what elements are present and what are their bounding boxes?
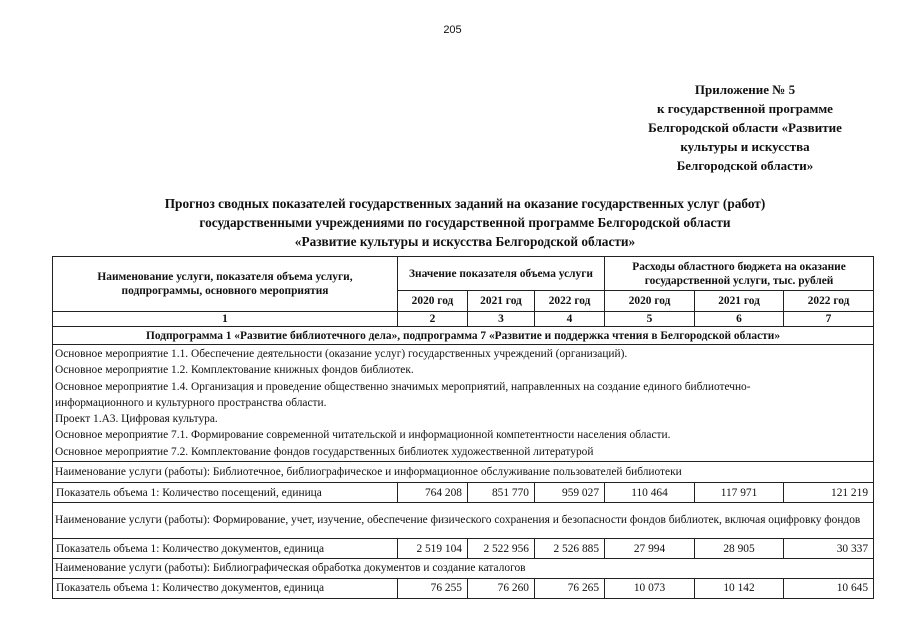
appendix-line: Белгородской области «Развитие: [648, 120, 842, 135]
measure-line: Основное мероприятие 1.1. Обеспечение деятельности (оказание услуг) государственных учреждений (организаций).: [55, 348, 628, 360]
value-cell: 76 260: [468, 578, 535, 598]
year-header: 2022 год: [784, 291, 874, 312]
budget-cell: 27 994: [605, 539, 695, 559]
value-cell: 76 265: [535, 578, 605, 598]
budget-cell: 10 073: [605, 578, 695, 598]
budget-cell: 28 905: [695, 539, 784, 559]
appendix-block: [600, 80, 890, 175]
column-number: 1: [53, 312, 398, 327]
value-cell: 2 522 956: [468, 539, 535, 559]
year-header: 2021 год: [695, 291, 784, 312]
service-name-row: Наименование услуги (работы): Библиографическая обработка документов и создание каталогов: [53, 559, 874, 579]
budget-cell: 110 464: [605, 483, 695, 503]
measure-line: информационного и культурного пространства области.: [55, 396, 327, 409]
appendix-line: Белгородской области»: [676, 158, 814, 173]
header-value: Значение показателя объема услуги: [398, 257, 605, 291]
column-number: 3: [468, 312, 535, 327]
title-line: «Развитие культуры и искусства Белгородской области»: [294, 234, 636, 249]
measure-line: Основное мероприятие 1.4. Организация и проведение общественно значимых мероприятий, направленных на создание единого библиотечно-: [55, 380, 751, 393]
column-number: 5: [605, 312, 695, 327]
service-name-row: Наименование услуги (работы): Библиотечное, библиографическое и информационное обслуживание пользователей библиотеки: [53, 462, 874, 483]
value-cell: 851 770: [468, 483, 535, 503]
column-number: 7: [784, 312, 874, 327]
indicator-label: Показатель объема 1: Количество документов, единица: [53, 539, 398, 559]
year-header: 2022 год: [535, 291, 605, 312]
appendix-line: Приложение № 5: [694, 82, 796, 97]
column-number: 4: [535, 312, 605, 327]
budget-cell: 10 142: [695, 578, 784, 598]
measure-line: Проект 1.А3. Цифровая культура.: [55, 413, 218, 426]
year-header: 2020 год: [398, 291, 468, 312]
value-cell: 2 526 885: [535, 539, 605, 559]
value-cell: 2 519 104: [398, 539, 468, 559]
value-cell: 76 255: [398, 578, 468, 598]
column-number: 6: [695, 312, 784, 327]
measures-cell: [53, 345, 874, 462]
measure-line: Основное мероприятие 7.1. Формирование современной читательской и информационной компетентности населения области.: [55, 429, 671, 442]
indicators-table: [52, 256, 874, 599]
measure-line: Основное мероприятие 7.2. Комплектование фондов государственных библиотек художественной литературой: [55, 445, 594, 458]
measure-line: Основное мероприятие 1.2. Комплектование книжных фондов библиотек.: [55, 364, 414, 377]
appendix-line: культуры и искусства: [680, 139, 810, 154]
value-cell: 959 027: [535, 483, 605, 503]
budget-cell: 117 971: [695, 483, 784, 503]
year-header: 2020 год: [605, 291, 695, 312]
document-title: [60, 194, 870, 251]
appendix-line: к государственной программе: [657, 101, 833, 116]
title-line: государственными учреждениями по государственной программе Белгородской области: [199, 215, 731, 230]
page-number: 205: [443, 24, 462, 36]
indicator-label: Показатель объема 1: Количество посещений, единица: [53, 483, 398, 503]
title-line: Прогноз сводных показателей государственных заданий на оказание государственных услуг (работ): [164, 196, 766, 211]
subprogram-row: Подпрограмма 1 «Развитие библиотечного дела», подпрограмма 7 «Развитие и поддержка чтения в Белгородской области»: [53, 327, 874, 345]
indicator-label: Показатель объема 1: Количество документов, единица: [53, 578, 398, 598]
budget-cell: 121 219: [784, 483, 874, 503]
column-number: 2: [398, 312, 468, 327]
header-budget: Расходы областного бюджета на оказание государственной услуги, тыс. рублей: [605, 257, 874, 291]
header-name: Наименование услуги, показателя объема услуги, подпрограммы, основного мероприятия: [53, 257, 398, 312]
budget-cell: 10 645: [784, 578, 874, 598]
service-name-row: Наименование услуги (работы): Формирование, учет, изучение, обеспечение физического сохранения и безопасности фондов библиотек, включая оцифровку фондов: [53, 503, 874, 539]
budget-cell: 30 337: [784, 539, 874, 559]
value-cell: 764 208: [398, 483, 468, 503]
year-header: 2021 год: [468, 291, 535, 312]
